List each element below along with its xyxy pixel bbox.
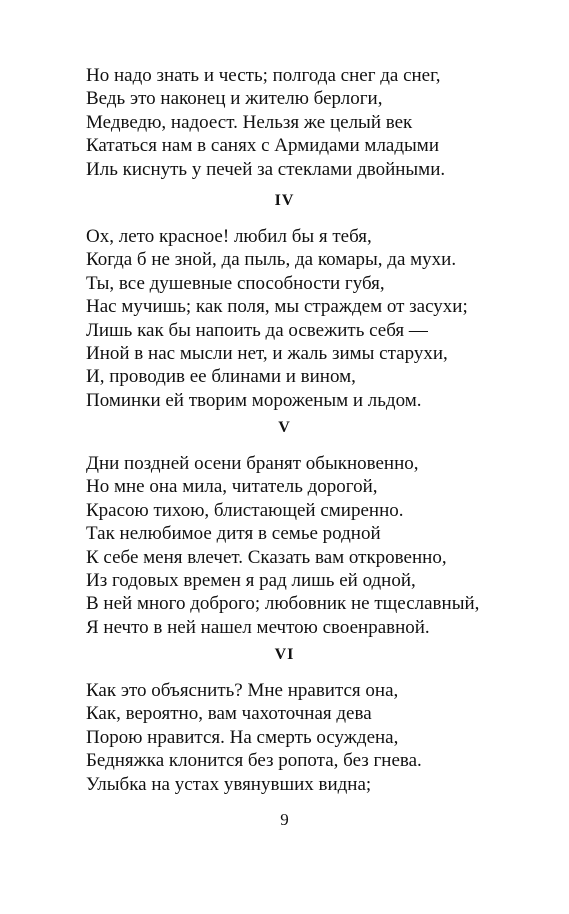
verse-line: Я нечто в ней нашел мечтою своенравной. [86, 616, 430, 638]
page-number: 9 [280, 810, 289, 829]
verse-line: Медведю, надоест. Нельзя же целый век [86, 111, 413, 133]
verse-line: Порою нравится. На смерть осуждена, [86, 726, 399, 748]
verse-line: Иль киснуть у печей за стеклами двойными. [86, 158, 446, 180]
verse-line: К себе меня влечет. Сказать вам откровенно, [86, 546, 447, 568]
verse-line: Лишь как бы напоить да освежить себя — [86, 319, 428, 341]
verse-line: Нас мучишь; как поля, мы страждем от засухи; [86, 296, 468, 318]
verse-line: Но надо знать и честь; полгода снег да снег, [86, 65, 441, 86]
stanza-4-numeral: IV [274, 192, 295, 209]
verse-line: Ты, все душевные способности губя, [86, 272, 385, 294]
verse-line: Ох, лето красное! любил бы я тебя, [86, 226, 372, 247]
verse-line: Так нелюбимое дитя в семье родной [86, 523, 381, 545]
stanza-6 [86, 679, 526, 796]
verse-line: Из годовых времен я рад лишь ей одной, [86, 570, 416, 592]
verse-line: Бедняжка клонится без ропота, без гнева. [86, 750, 422, 772]
verse-line: И, проводив ее блинами и вином, [86, 366, 356, 388]
verse-line: Красою тихою, блистающей смиренно. [86, 499, 404, 521]
stanza-5-numeral: V [278, 419, 291, 436]
verse-line: В ней много доброго; любовник не тщеславный, [86, 593, 480, 615]
verse-line: Как, вероятно, вам чахоточная дева [86, 703, 372, 725]
verse-line: Когда б не зной, да пыль, да комары, да мухи. [86, 249, 457, 271]
stanza-5 [86, 452, 526, 639]
stanza-6-numeral: VI [274, 646, 295, 663]
verse-line: Но мне она мила, читатель дорогой, [86, 476, 378, 498]
stanza-4 [86, 225, 526, 412]
verse-line: Как это объяснить? Мне нравится она, [86, 680, 399, 701]
verse-line: Улыбка на устах увянувших видна; [86, 773, 372, 795]
verse-line: Иной в нас мысли нет, и жаль зимы старухи, [86, 343, 448, 365]
verse-line: Ведь это наконец и жителю берлоги, [86, 88, 383, 110]
verse-line: Поминки ей творим мороженым и льдом. [86, 389, 422, 411]
verse-line: Дни поздней осени бранят обыкновенно, [86, 453, 419, 474]
verse-line: Кататься нам в санях с Армидами младыми [86, 135, 439, 157]
stanza-3-end [86, 64, 526, 181]
